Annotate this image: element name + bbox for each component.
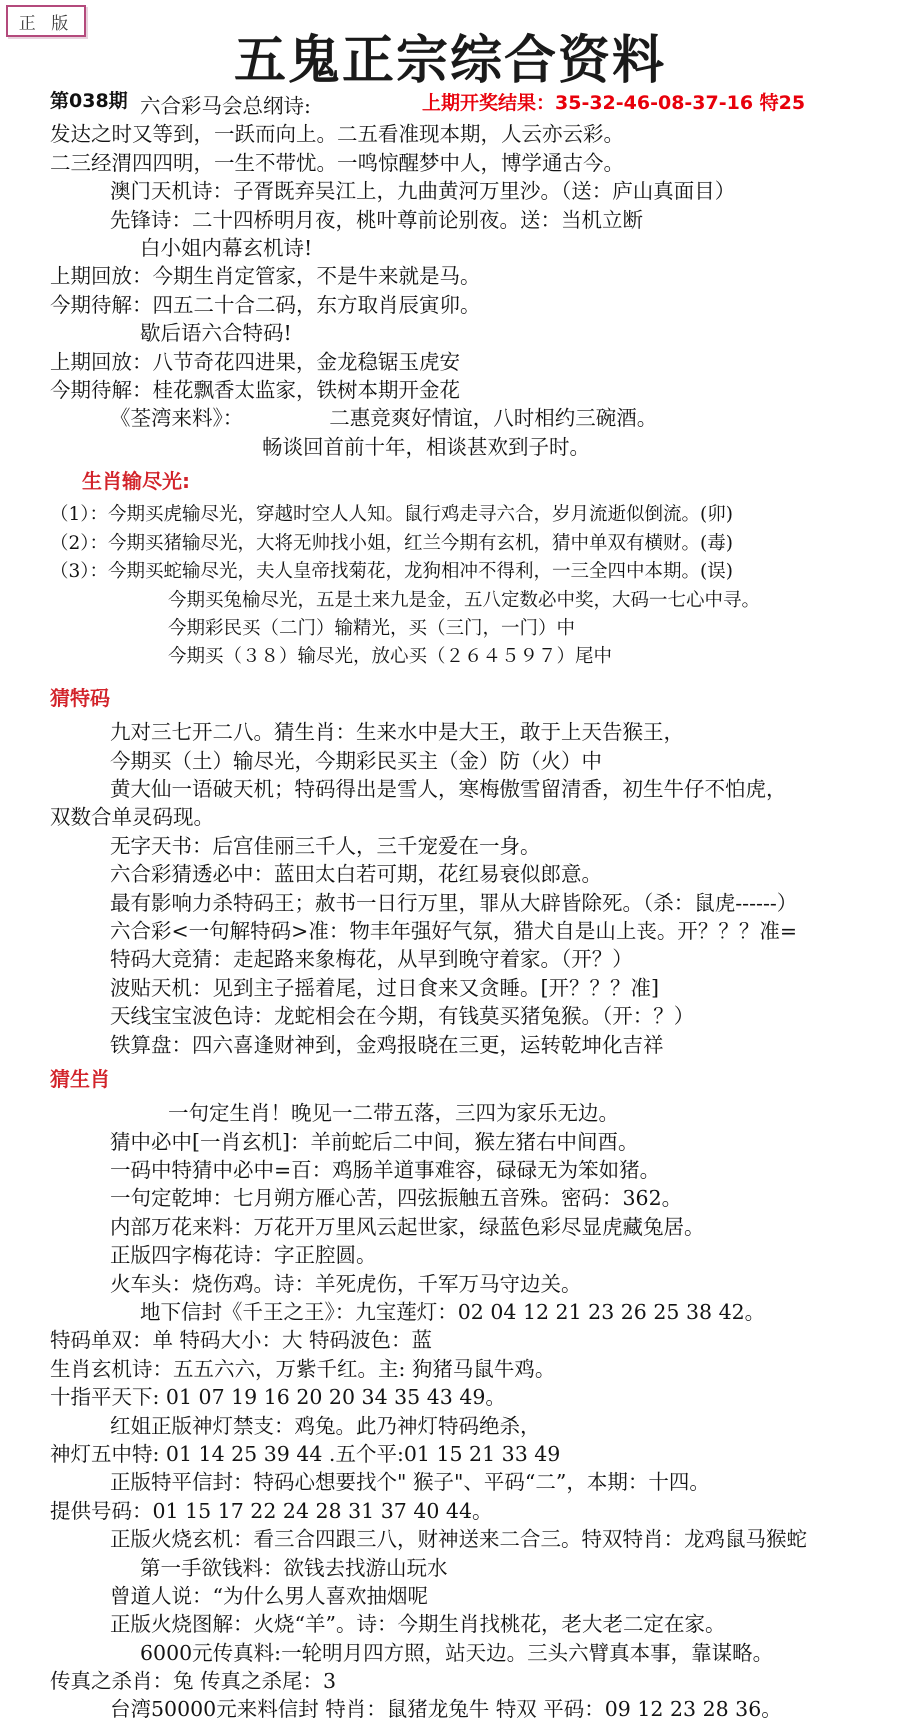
line-huangdaxian-cont: 双数合单灵码现。 (50, 805, 214, 830)
line-shatema-wang: 最有影响力杀特码王；赦书一日行万里，罪从大辟皆除死。（杀：鼠虎------） (110, 890, 798, 915)
zhengban-badge-label: 正 版 (18, 13, 74, 34)
quanwan-verse-1: 二惠竞爽好情谊，八时相约三碗酒。 (329, 406, 658, 431)
line-tema-dajingcai: 特码大竞猜：走起路来象梅花，从早到晚守着家。（开？） (110, 947, 633, 972)
line-chuanzhen-shaxiao: 传真之杀肖：兔 传真之杀尾：3 (50, 1669, 337, 1694)
line-current-pending-1: 今期待解：四五二十合二码，东方取肖辰寅卯。 (50, 292, 481, 317)
section-header-shengxiao-shujinguang: 生肖输尽光: (82, 469, 190, 494)
line-yijujietema: 六合彩<一句解特码>准：物丰年强好气氛，猎犬自是山上丧。开？？？准= (110, 918, 798, 943)
line-macau-poem: 澳门天机诗：子胥既弃吴江上，九曲黄河万里沙。（送：庐山真面目） (110, 179, 736, 204)
line-huangdaxian: 黄大仙一语破天机；特码得出是雪人，寒梅傲雪留清香，初生牛仔不怕虎， (110, 776, 787, 801)
line-taiwan-xinfeng: 台湾50000元来料信封 特肖：鼠猪龙兔牛 特双 平码：09 12 23 28 36。 (110, 1697, 782, 1722)
line-shizhi-pingtianxia: 十指平天下: 01 07 19 16 20 20 34 35 43 49。 (50, 1385, 506, 1410)
line-slg-1: （1）：今期买虎输尽光，穿越时空人人知。鼠行鸡走寻六合，岁月流逝似倒流。(卯) (50, 504, 733, 526)
line-xiehouyu-title: 歇后语六合特码! (140, 321, 292, 346)
line-tigong-haoma: 提供号码：01 15 17 22 24 28 31 37 40 44。 (50, 1498, 493, 1523)
quanwan-label: 《荃湾来料》： (110, 406, 244, 431)
page-title: 五鬼正宗综合资料 (233, 30, 666, 91)
line-zengdaoren: 曾道人说：“为什么男人喜欢抽烟呢 (110, 1583, 428, 1608)
line-lottery-outline-title: 六合彩马会总纲诗: (140, 94, 311, 118)
line-dixia-xinfeng: 地下信封《千王之王》：九宝莲灯：02 04 12 21 23 26 25 38 42。 (140, 1300, 766, 1325)
line-csx-2: 猜中必中[一肖玄机]：羊前蛇后二中间，猴左猪右中间酉。 (110, 1129, 639, 1154)
line-slg-4: 今期买兔榆尽光，五是土来九是金，五八定数必中奖，大码一七心中寻。 (168, 589, 761, 611)
line-miss-bai-title: 白小姐内幕玄机诗! (140, 235, 313, 260)
line-csx-4: 一句定乾坤：七月朔方雁心苦，四弦振触五音殊。密码：362。 (110, 1186, 683, 1211)
line-quanwan-verse-2: 畅谈回首前十年，相谈甚欢到子时。 (262, 434, 590, 459)
line-ctm-2: 今期买（土）输尽光，今期彩民买主（金）防（火）中 (110, 748, 602, 773)
line-last-replay-1: 上期回放：今期生肖定管家，不是牛来就是马。 (50, 264, 481, 289)
line-slg-3: （3）：今期买蛇输尽光，夫人皇帝找菊花，龙狗相冲不得利，一三全四中本期。(误) (50, 561, 733, 583)
line-slg-6: 今期买（３８）输尽光，放心买（２６４５９７）尾中 (168, 646, 613, 668)
line-last-replay-2: 上期回放：八节奇花四进果，金龙稳锯玉虎安 (50, 349, 460, 374)
document-body (0, 92, 900, 1724)
line-current-pending-2: 今期待解：桂花飘香太监家，铁树本期开金花 (50, 377, 460, 402)
line-shendeng-wuzhongte: 神灯五中特: 01 14 25 39 44 .五个平:01 15 21 33 49 (50, 1441, 561, 1466)
line-quanwan-source (0, 404, 900, 432)
line-csx-3: 一码中特猜中必中=百：鸡肠羊道事难容，碌碌无为笨如猪。 (110, 1158, 661, 1183)
line-shengxiao-xuanji: 生肖玄机诗：五五六六，万紫千红。主: 狗猪马鼠牛鸡。 (50, 1356, 556, 1381)
line-liuhecai-caitou: 六合彩猜透必中：蓝田太白若可期，花红易衰似郎意。 (110, 862, 602, 887)
line-poem-1: 发达之时又等到，一跃而向上。二五看准现本期，人云亦云彩。 (50, 122, 624, 147)
line-diyishou-yuqianliao: 第一手欲钱料：欲钱去找游山玩水 (140, 1555, 448, 1580)
line-6000yuan-chuanzhen: 6000元传真料:一轮明月四方照，站天边。三头六臂真本事，靠谋略。 (140, 1640, 774, 1665)
line-huoshao-tujie: 正版火烧图解：火烧“羊”。诗：今期生肖找桃花，老大老二定在家。 (110, 1612, 726, 1637)
section-header-caishengxiao: 猜生肖 (50, 1066, 110, 1091)
line-csx-1: 一句定生肖！晚见一二带五落，三四为家乐无边。 (168, 1101, 619, 1126)
line-neibu-wanhua: 内部万花来料：万花开万里风云起世家，绿蓝色彩尽显虎藏兔居。 (110, 1214, 705, 1239)
section-header-caitema: 猜特码 (50, 685, 110, 710)
line-tianxian-bobao: 天线宝宝波色诗：龙蛇相会在今期，有钱莫买猪兔猴。（开：？） (110, 1004, 695, 1029)
line-wuzitianshu: 无字天书：后宫佳丽三千人，三千宠爱在一身。 (110, 833, 541, 858)
line-zhengban-tepingxinfeng: 正版特平信封：特码心想要找个" 猴子"、平码“二”，本期：十四。 (110, 1470, 710, 1495)
issue-number: 第038期 (50, 90, 128, 112)
line-pioneer-poem: 先锋诗：二十四桥明月夜，桃叶尊前论别夜。送：当机立断 (110, 207, 643, 232)
line-poem-2: 二三经渭四四明，一生不带忧。一鸣惊醒梦中人，博学通古今。 (50, 150, 624, 175)
line-hongjie-shendeng: 红姐正版神灯禁支：鸡兔。此乃神灯特码绝杀， (110, 1413, 541, 1438)
line-tiesuanpan: 铁算盘：四六喜逢财神到，金鸡报晓在三更，运转乾坤化吉祥 (110, 1032, 664, 1057)
line-botie-tianji: 波贴天机：见到主子摇着尾，过日食来又贪睡。[开？？？准] (110, 975, 659, 1000)
line-huoshao-xuanji: 正版火烧玄机：看三合四跟三八，财神送来二合三。特双特肖：龙鸡鼠马猴蛇 (110, 1527, 807, 1552)
line-slg-2: （2）：今期买猪输尽光，大将无帅找小姐，红兰今期有玄机，猜中单双有横财。(毒) (50, 532, 733, 554)
line-sizi-meihua: 正版四字梅花诗：字正腔圆。 (110, 1243, 377, 1268)
line-slg-5: 今期彩民买（二门）输精光，买（三门，一门）中 (168, 618, 576, 640)
line-ctm-1: 九对三七开二八。猜生肖：生来水中是大王，敢于上天告猴王， (110, 720, 684, 745)
last-draw-result: 上期开奖结果：35-32-46-08-37-16 特25 (422, 92, 806, 114)
line-tema-danshuang: 特码单双：单 特码大小：大 特码波色：蓝 (50, 1328, 433, 1353)
line-huochetou: 火车头：烧伤鸡。诗：羊死虎伤，千军万马守边关。 (110, 1271, 582, 1296)
